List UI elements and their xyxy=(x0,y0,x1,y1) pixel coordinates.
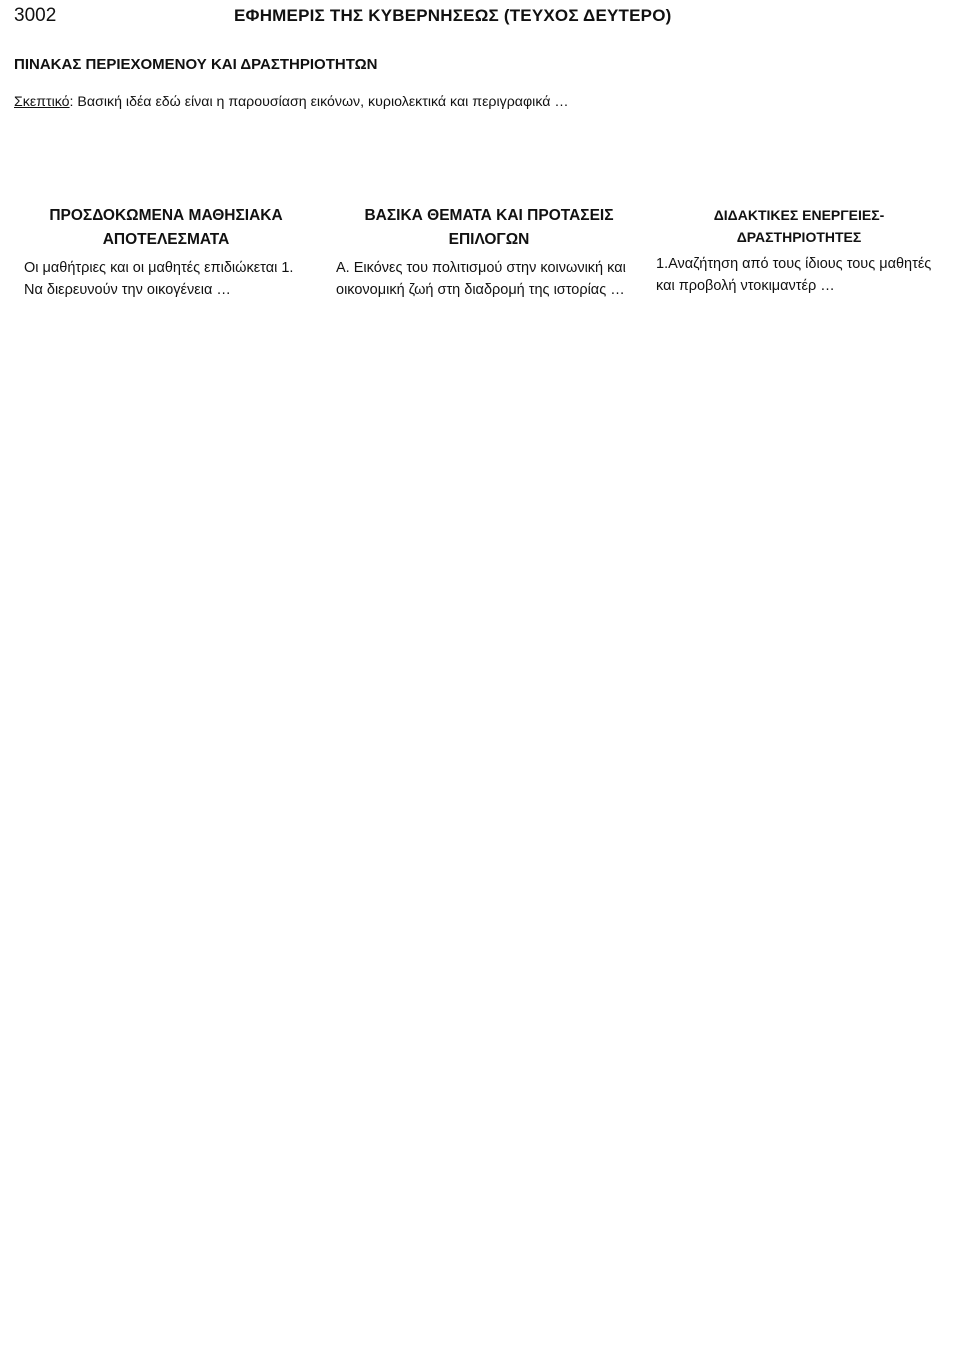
activities-column xyxy=(652,204,960,1361)
rationale-paragraph xyxy=(14,90,936,114)
activities-excerpt: 1.Αναζήτηση από τους ίδιους τους μαθητές και προβολή ντοκιμαντέρ … xyxy=(656,256,932,294)
topics-heading: ΒΑΣΙΚΑ ΘΕΜΑΤΑ ΚΑΙ ΠΡΟΤΑΣΕΙΣ ΕΠΙΛΟΓΩΝ xyxy=(364,207,614,248)
content-table xyxy=(0,204,960,1361)
activities-heading: ΔΙΔΑΚΤΙΚΕΣ ΕΝΕΡΓΕΙΕΣ-ΔΡΑΣΤΗΡΙΟΤΗΤΕΣ xyxy=(713,207,885,245)
learning-outcomes-body xyxy=(24,258,308,302)
page-number: 3002 xyxy=(14,5,57,26)
table-title: ΠΙΝΑΚΑΣ ΠΕΡΙΕΧΟΜΕΝΟΥ ΚΑΙ ΔΡΑΣΤΗΡΙΟΤΗΤΩΝ xyxy=(14,56,378,73)
learning-outcomes-column xyxy=(0,204,318,1361)
learning-outcomes-excerpt: Οι μαθήτριες και οι μαθητές επιδιώκεται 1. Να διερευνούν την οικογένεια … xyxy=(24,260,294,298)
gazette-title: ΕΦΗΜΕΡΙΣ ΤΗΣ ΚΥΒΕΡΝΗΣΕΩΣ (ΤΕΥΧΟΣ ΔΕΥΤΕΡΟ) xyxy=(234,6,672,25)
rationale-text: : Βασική ιδέα εδώ είναι η παρουσίαση εικόνων, κυριολεκτικά και περιγραφικά … xyxy=(69,94,569,110)
topics-excerpt: Α. Εικόνες του πολιτισμού στην κοινωνική και οικονομική ζωή στη διαδρομή της ιστορίας … xyxy=(336,260,626,298)
running-head xyxy=(14,4,946,28)
topics-body xyxy=(336,258,642,302)
learning-outcomes-heading: ΠΡΟΣΔΟΚΩΜΕΝΑ ΜΑΘΗΣΙΑΚΑ ΑΠΟΤΕΛΕΣΜΑΤΑ xyxy=(49,207,283,248)
activities-body xyxy=(656,254,942,298)
rationale-label: Σκεπτικό xyxy=(14,94,70,110)
topics-column xyxy=(318,204,652,1361)
